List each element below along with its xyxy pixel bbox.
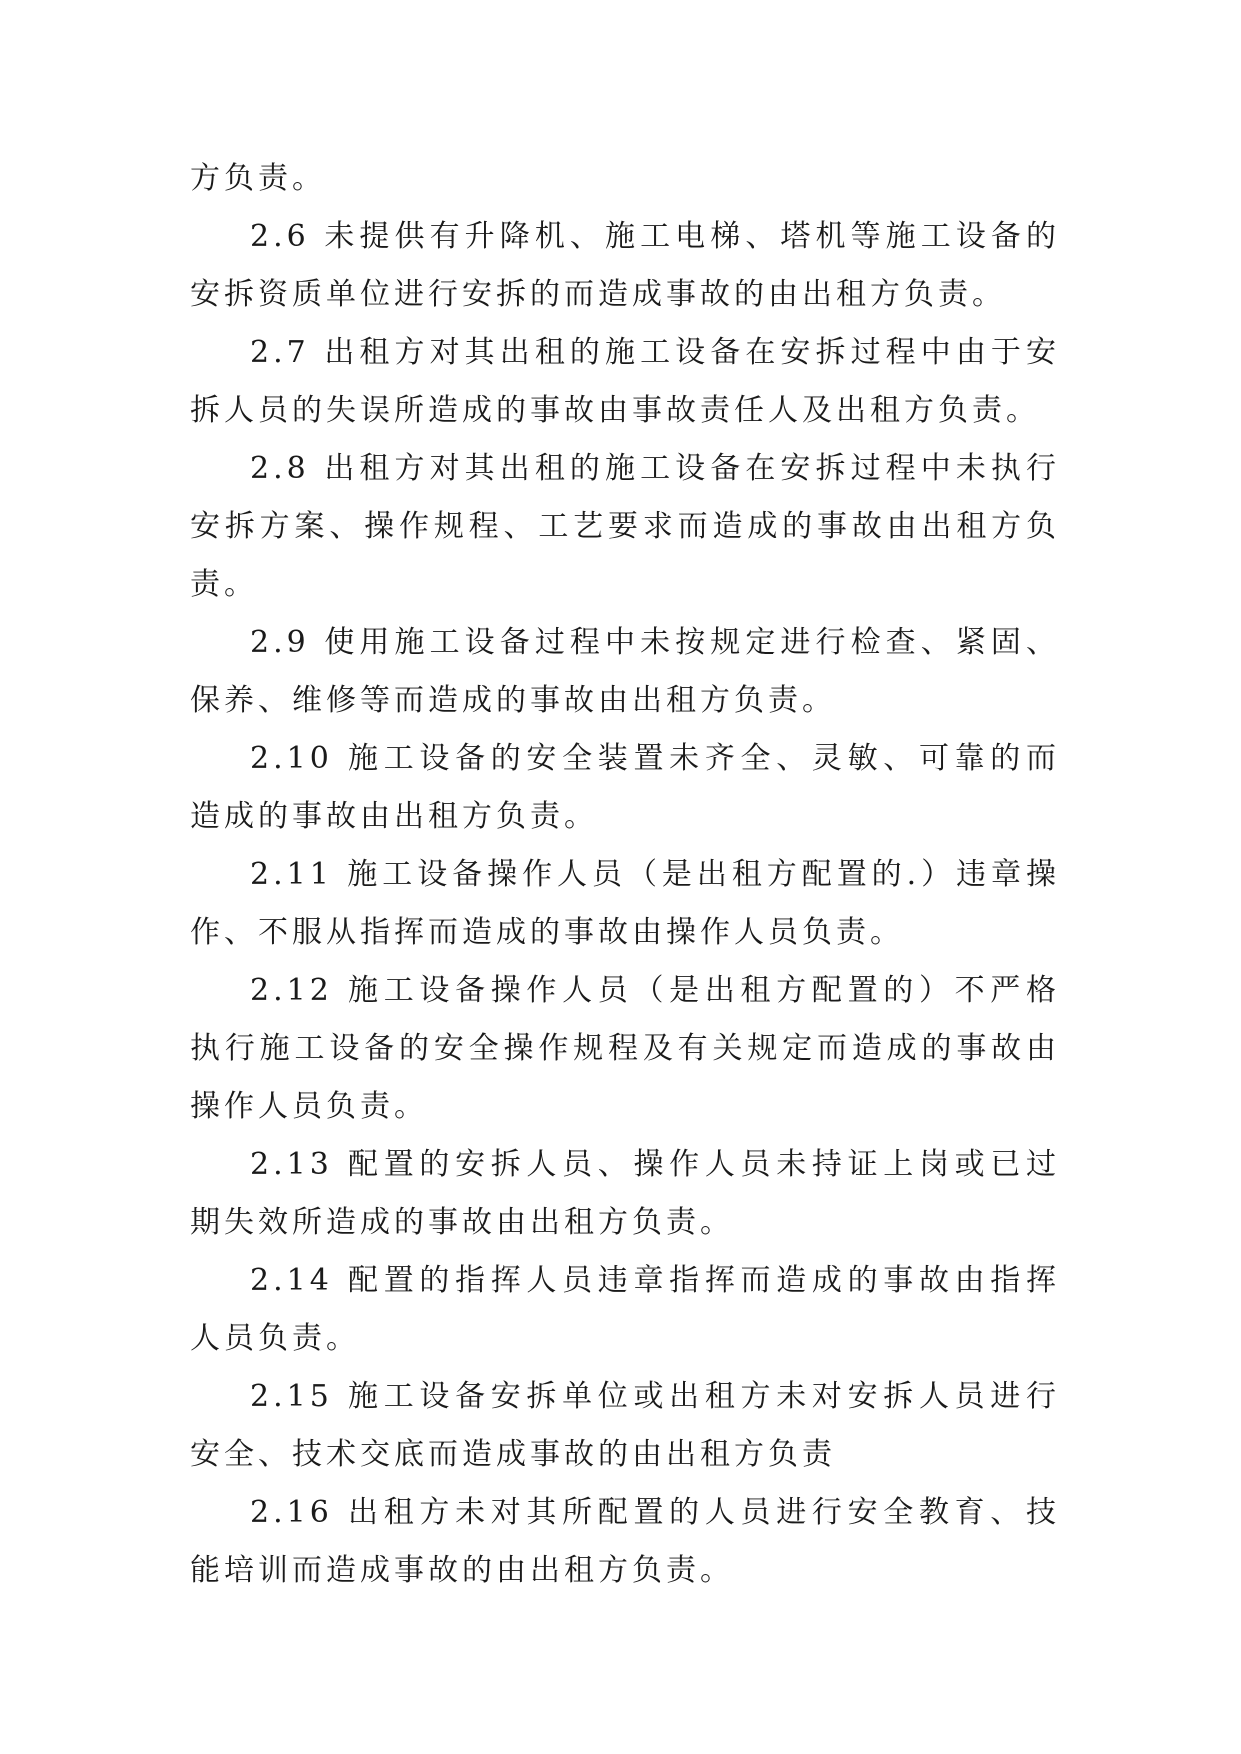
paragraph-2-13: 2.13 配置的安拆人员、操作人员未持证上岗或已过期失效所造成的事故由出租方负责。 (190, 1147, 1060, 1240)
document-body (190, 150, 1060, 1600)
paragraph-2-8: 2.8 出租方对其出租的施工设备在安拆过程中未执行安拆方案、操作规程、工艺要求而造成的事故由出租方负责。 (190, 451, 1060, 602)
paragraph-2-10: 2.10 施工设备的安全装置未齐全、灵敏、可靠的而造成的事故由出租方负责。 (190, 741, 1060, 834)
paragraph-2-11: 2.11 施工设备操作人员（是出租方配置的.）违章操作、不服从指挥而造成的事故由操作人员负责。 (190, 857, 1060, 950)
paragraph-2-6: 2.6 未提供有升降机、施工电梯、塔机等施工设备的安拆资质单位进行安拆的而造成事故的由出租方负责。 (190, 219, 1060, 312)
paragraph-2-7: 2.7 出租方对其出租的施工设备在安拆过程中由于安拆人员的失误所造成的事故由事故责任人及出租方负责。 (190, 335, 1060, 428)
paragraph-2-12: 2.12 施工设备操作人员（是出租方配置的）不严格执行施工设备的安全操作规程及有关规定而造成的事故由操作人员负责。 (190, 973, 1060, 1124)
paragraph-2-9: 2.9 使用施工设备过程中未按规定进行检查、紧固、保养、维修等而造成的事故由出租方负责。 (190, 625, 1060, 718)
paragraph-continuation: 方负责。 (190, 161, 326, 196)
paragraph-2-15: 2.15 施工设备安拆单位或出租方未对安拆人员进行安全、技术交底而造成事故的由出租方负责 (190, 1379, 1060, 1472)
paragraph-2-16: 2.16 出租方未对其所配置的人员进行安全教育、技能培训而造成事故的由出租方负责。 (190, 1495, 1060, 1588)
paragraph-2-14: 2.14 配置的指挥人员违章指挥而造成的事故由指挥人员负责。 (190, 1263, 1060, 1356)
